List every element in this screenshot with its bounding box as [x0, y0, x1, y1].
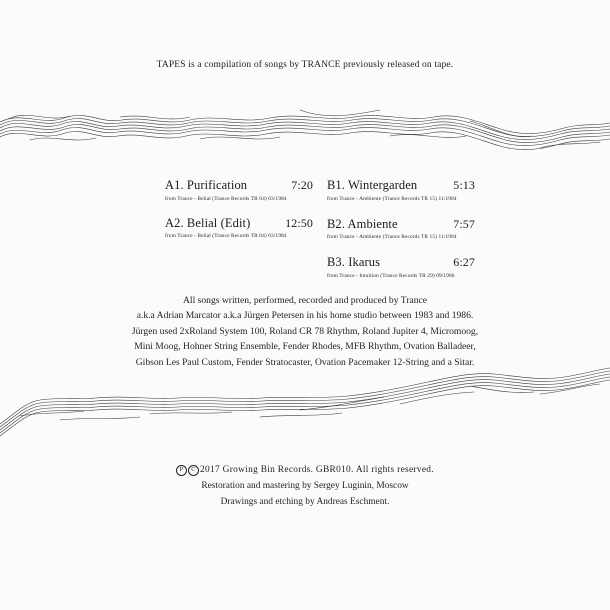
credits-line: Gibson Les Paul Custom, Fender Stratocaster, Ovation Pacemaker 12-String and a Sitar. — [135, 356, 475, 368]
track-duration: 12:50 — [285, 215, 313, 230]
track-source: from Trance - Ambiente (Trance Records TR 15) 11/1984 — [327, 234, 457, 240]
credits-line: Mini Moog, Hohner String Ensemble, Fender Rhodes, MFB Rhythm, Ovation Balladeer, — [134, 341, 476, 353]
credits-line: a.k.a Adrian Marcator a.k.a Jürgen Petersen in his home studio between 1983 and 1986. — [136, 310, 474, 322]
rights-text: 2017 Growing Bin Records. GBR010. All rights reserved. — [200, 465, 434, 475]
track-heading — [327, 178, 475, 193]
track-duration: 6:27 — [453, 255, 475, 269]
track-source: from Trance - Ambiente (Trance Records TR 15) 11/1984 — [327, 195, 457, 202]
torn-line-bottom-drawing — [0, 362, 610, 437]
credits-line: All songs written, performed, recorded and produced by Trance — [182, 295, 428, 306]
footer-line: Drawings and etching by Andreas Eschment. — [220, 496, 390, 507]
track-item — [165, 216, 313, 240]
track-source: from Trance - Belial (Trance Records TR 04) 03/1984 — [165, 195, 287, 202]
track-item — [327, 255, 475, 279]
footer-block — [0, 463, 610, 510]
torn-line-top-drawing — [0, 96, 610, 166]
track-item — [327, 178, 475, 202]
track-source: from Trance - Belial (Trance Records TR 04) 03/1984 — [165, 233, 287, 239]
track-title: A2. Belial (Edit) — [165, 215, 251, 230]
tracklist — [165, 178, 475, 293]
track-source: from Trance - Intuition (Trance Records TR 29) 09/1986 — [327, 272, 455, 279]
phonogram-copyright-icon: P — [176, 465, 187, 476]
track-title: B1. Wintergarden — [327, 178, 418, 192]
track-title: B2. Ambiente — [327, 216, 398, 231]
copyright-icon: C — [188, 465, 199, 476]
track-duration: 7:20 — [291, 178, 313, 192]
track-duration: 5:13 — [453, 178, 475, 192]
copyright-line — [0, 463, 610, 479]
track-duration: 7:57 — [453, 216, 475, 231]
track-heading — [327, 255, 475, 270]
track-heading — [165, 178, 313, 193]
tracklist-side-b — [327, 178, 475, 293]
track-item — [165, 178, 313, 202]
credits-block — [0, 293, 610, 370]
track-heading — [327, 217, 475, 232]
credits-line: Jürgen used 2xRoland System 100, Roland CR 78 Rhythm, Roland Jupiter 4, Micromoog, — [131, 325, 479, 337]
track-title: A1. Purification — [165, 178, 248, 192]
track-item — [327, 217, 475, 241]
track-heading — [165, 216, 313, 231]
footer-line: Restoration and mastering by Sergey Luginin, Moscow — [201, 480, 409, 491]
track-title: B3. Ikarus — [327, 255, 381, 269]
tracklist-side-a — [165, 178, 313, 293]
header-note: TAPES is a compilation of songs by TRANCE previously released on tape. — [156, 60, 454, 70]
